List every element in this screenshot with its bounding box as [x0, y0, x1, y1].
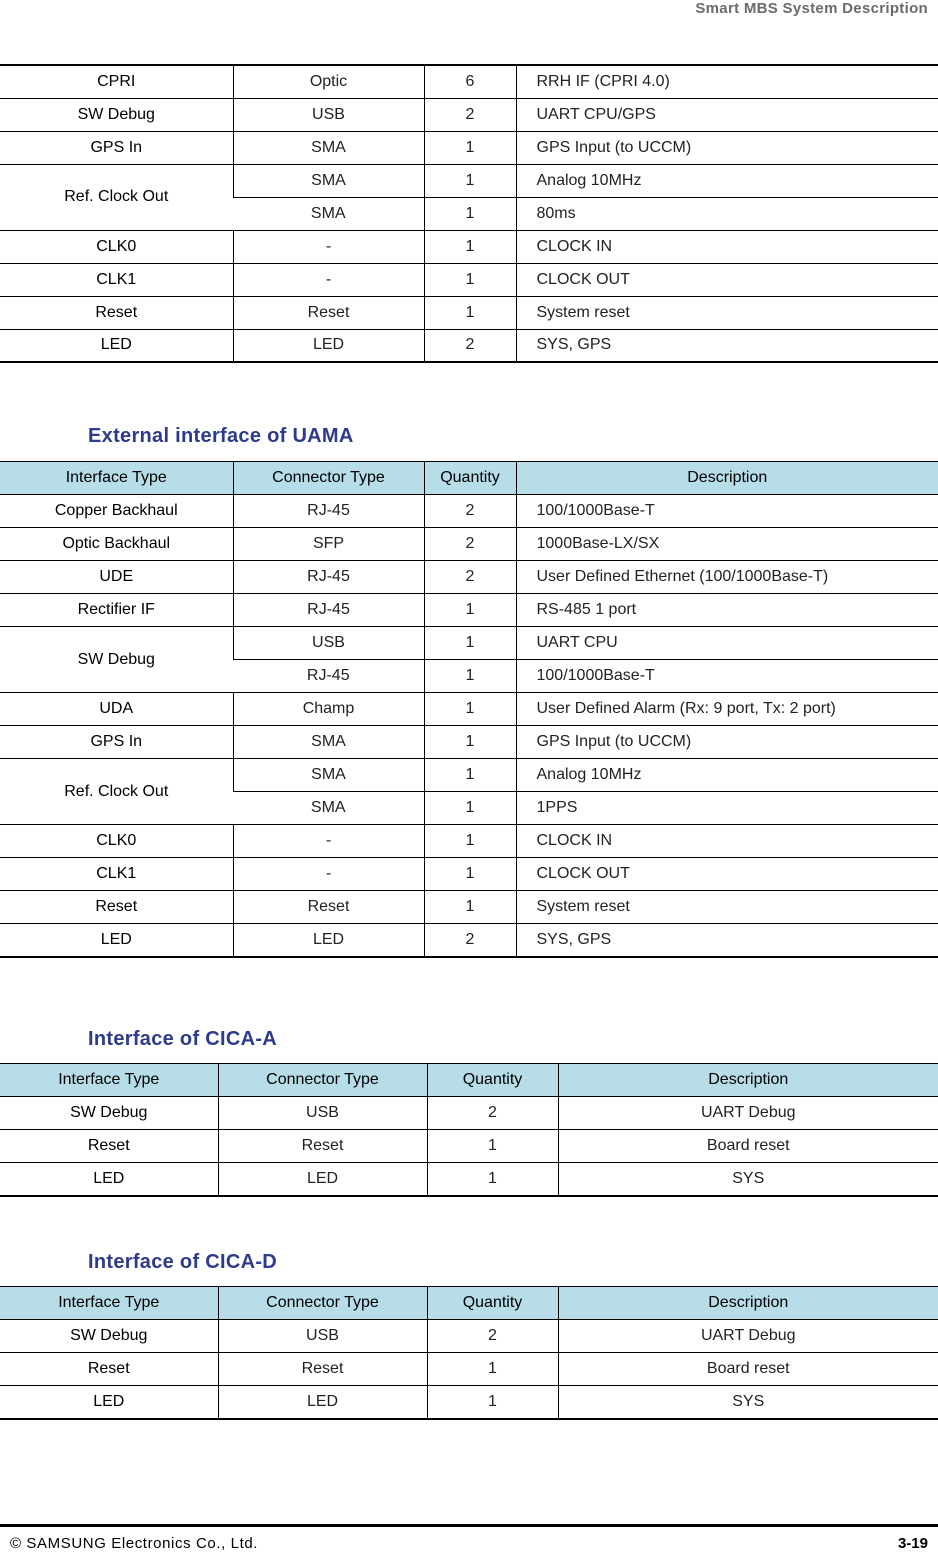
table-header-row	[0, 1287, 938, 1320]
description-cell: User Defined Ethernet (100/1000Base-T)	[516, 561, 938, 594]
interface-type-cell: SW Debug	[0, 1320, 218, 1353]
connector-type-cell: RJ-45	[233, 660, 424, 693]
section-title-cica-d: Interface of CICA-D	[88, 1251, 278, 1273]
footer-divider	[0, 1524, 938, 1527]
quantity-cell: 1	[424, 627, 516, 660]
table-row	[0, 65, 938, 98]
table-row	[0, 627, 938, 660]
connector-type-cell: USB	[218, 1097, 427, 1130]
description-cell: GPS Input (to UCCM)	[516, 131, 938, 164]
interface-type-cell: CLK0	[0, 230, 233, 263]
quantity-cell: 1	[424, 891, 516, 924]
description-cell: User Defined Alarm (Rx: 9 port, Tx: 2 port)	[516, 693, 938, 726]
quantity-cell: 1	[424, 164, 516, 197]
quantity-cell: 2	[424, 924, 516, 957]
table-row	[0, 528, 938, 561]
connector-type-cell: Champ	[233, 693, 424, 726]
interface-type-cell: LED	[0, 329, 233, 362]
description-cell: GPS Input (to UCCM)	[516, 726, 938, 759]
document-header: Smart MBS System Description	[695, 0, 928, 17]
quantity-cell: 1	[427, 1130, 558, 1163]
quantity-cell: 2	[424, 329, 516, 362]
connector-type-cell: SMA	[233, 759, 424, 792]
quantity-cell: 2	[424, 528, 516, 561]
interface-type-cell: Ref. Clock Out	[0, 759, 233, 825]
footer-copyright: © SAMSUNG Electronics Co., Ltd.	[10, 1535, 259, 1552]
quantity-cell: 1	[424, 197, 516, 230]
interface-type-cell: GPS In	[0, 726, 233, 759]
table-row	[0, 164, 938, 197]
interface-type-cell: UDE	[0, 561, 233, 594]
quantity-cell: 2	[424, 495, 516, 528]
description-cell: UART CPU/GPS	[516, 98, 938, 131]
header-connector-type: Connector Type	[233, 462, 424, 495]
quantity-cell: 1	[424, 230, 516, 263]
header-connector-type: Connector Type	[218, 1064, 427, 1097]
description-cell: 1PPS	[516, 792, 938, 825]
header-description: Description	[558, 1064, 938, 1097]
interface-type-cell: CLK0	[0, 825, 233, 858]
quantity-cell: 1	[424, 594, 516, 627]
description-cell: CLOCK IN	[516, 230, 938, 263]
table-row	[0, 561, 938, 594]
cica-d-interface-table	[0, 1286, 938, 1420]
table-row	[0, 726, 938, 759]
quantity-cell: 6	[424, 65, 516, 98]
connector-type-cell: Reset	[218, 1353, 427, 1386]
table-row	[0, 693, 938, 726]
description-cell: CLOCK OUT	[516, 263, 938, 296]
table-row	[0, 98, 938, 131]
header-description: Description	[516, 462, 938, 495]
description-cell: 100/1000Base-T	[516, 660, 938, 693]
quantity-cell: 1	[427, 1163, 558, 1196]
connector-type-cell: RJ-45	[233, 561, 424, 594]
connector-type-cell: USB	[218, 1320, 427, 1353]
quantity-cell: 1	[424, 759, 516, 792]
quantity-cell: 1	[424, 792, 516, 825]
description-cell: UART CPU	[516, 627, 938, 660]
connector-type-cell: -	[233, 825, 424, 858]
quantity-cell: 2	[427, 1320, 558, 1353]
description-cell: System reset	[516, 891, 938, 924]
quantity-cell: 1	[424, 296, 516, 329]
quantity-cell: 1	[424, 858, 516, 891]
quantity-cell: 2	[427, 1097, 558, 1130]
interface-type-cell: LED	[0, 1386, 218, 1419]
connector-type-cell: USB	[233, 627, 424, 660]
description-cell: 100/1000Base-T	[516, 495, 938, 528]
description-cell: RRH IF (CPRI 4.0)	[516, 65, 938, 98]
header-interface-type: Interface Type	[0, 1064, 218, 1097]
description-cell: RS-485 1 port	[516, 594, 938, 627]
section-title-uama: External interface of UAMA	[88, 425, 354, 447]
quantity-cell: 1	[424, 131, 516, 164]
description-cell: UART Debug	[558, 1320, 938, 1353]
table-row	[0, 131, 938, 164]
connector-type-cell: LED	[233, 924, 424, 957]
description-cell: SYS	[558, 1163, 938, 1196]
table-row	[0, 594, 938, 627]
cica-a-interface-table	[0, 1063, 938, 1197]
quantity-cell: 2	[424, 561, 516, 594]
table-row	[0, 1130, 938, 1163]
header-description: Description	[558, 1287, 938, 1320]
interface-type-cell: SW Debug	[0, 1097, 218, 1130]
table-row	[0, 1320, 938, 1353]
header-quantity: Quantity	[427, 1064, 558, 1097]
table-row	[0, 1353, 938, 1386]
connector-type-cell: Reset	[233, 891, 424, 924]
interface-type-cell: Ref. Clock Out	[0, 164, 233, 230]
connector-type-cell: LED	[218, 1163, 427, 1196]
table-row	[0, 1163, 938, 1196]
interface-type-cell: UDA	[0, 693, 233, 726]
connector-type-cell: LED	[218, 1386, 427, 1419]
description-cell: UART Debug	[558, 1097, 938, 1130]
interface-type-cell: Reset	[0, 1353, 218, 1386]
table-row	[0, 1386, 938, 1419]
description-cell: 80ms	[516, 197, 938, 230]
table-header-row	[0, 462, 938, 495]
interface-type-cell: Reset	[0, 891, 233, 924]
table-row	[0, 891, 938, 924]
table-row	[0, 495, 938, 528]
description-cell: SYS	[558, 1386, 938, 1419]
interface-type-cell: LED	[0, 924, 233, 957]
quantity-cell: 1	[424, 263, 516, 296]
description-cell: Analog 10MHz	[516, 164, 938, 197]
table-row	[0, 230, 938, 263]
description-cell: Analog 10MHz	[516, 759, 938, 792]
connector-type-cell: Optic	[233, 65, 424, 98]
connector-type-cell: SMA	[233, 197, 424, 230]
quantity-cell: 2	[424, 98, 516, 131]
quantity-cell: 1	[424, 660, 516, 693]
interface-type-cell: CLK1	[0, 263, 233, 296]
table-row	[0, 924, 938, 957]
interface-type-cell: CPRI	[0, 65, 233, 98]
description-cell: CLOCK OUT	[516, 858, 938, 891]
quantity-cell: 1	[427, 1386, 558, 1419]
header-quantity: Quantity	[427, 1287, 558, 1320]
table-header-row	[0, 1064, 938, 1097]
connector-type-cell: Reset	[233, 296, 424, 329]
interface-type-cell: Reset	[0, 296, 233, 329]
connector-type-cell: USB	[233, 98, 424, 131]
interface-type-cell: Rectifier IF	[0, 594, 233, 627]
quantity-cell: 1	[427, 1353, 558, 1386]
table-row	[0, 329, 938, 362]
page-number: 3-19	[897, 1535, 928, 1552]
table-row	[0, 825, 938, 858]
interface-type-cell: Reset	[0, 1130, 218, 1163]
interface-type-cell: SW Debug	[0, 98, 233, 131]
description-cell: CLOCK IN	[516, 825, 938, 858]
interface-type-cell: LED	[0, 1163, 218, 1196]
interface-type-cell: CLK1	[0, 858, 233, 891]
quantity-cell: 1	[424, 825, 516, 858]
table-row	[0, 858, 938, 891]
connector-type-cell: SMA	[233, 792, 424, 825]
connector-type-cell: SMA	[233, 164, 424, 197]
description-cell: SYS, GPS	[516, 924, 938, 957]
connector-type-cell: LED	[233, 329, 424, 362]
description-cell: Board reset	[558, 1353, 938, 1386]
uama-interface-table	[0, 461, 938, 958]
quantity-cell: 1	[424, 726, 516, 759]
connector-type-cell: SMA	[233, 131, 424, 164]
table-row	[0, 1097, 938, 1130]
connector-type-cell: SFP	[233, 528, 424, 561]
quantity-cell: 1	[424, 693, 516, 726]
header-interface-type: Interface Type	[0, 462, 233, 495]
connector-type-cell: RJ-45	[233, 594, 424, 627]
section-title-cica-a: Interface of CICA-A	[88, 1028, 278, 1050]
interface-type-cell: Copper Backhaul	[0, 495, 233, 528]
interface-table-top	[0, 64, 938, 363]
table-row	[0, 263, 938, 296]
header-connector-type: Connector Type	[218, 1287, 427, 1320]
interface-type-cell: Optic Backhaul	[0, 528, 233, 561]
header-quantity: Quantity	[424, 462, 516, 495]
connector-type-cell: -	[233, 858, 424, 891]
description-cell: System reset	[516, 296, 938, 329]
description-cell: 1000Base-LX/SX	[516, 528, 938, 561]
connector-type-cell: Reset	[218, 1130, 427, 1163]
interface-type-cell: GPS In	[0, 131, 233, 164]
description-cell: SYS, GPS	[516, 329, 938, 362]
connector-type-cell: RJ-45	[233, 495, 424, 528]
table-row	[0, 759, 938, 792]
table-row	[0, 296, 938, 329]
header-interface-type: Interface Type	[0, 1287, 218, 1320]
description-cell: Board reset	[558, 1130, 938, 1163]
connector-type-cell: SMA	[233, 726, 424, 759]
connector-type-cell: -	[233, 230, 424, 263]
connector-type-cell: -	[233, 263, 424, 296]
interface-type-cell: SW Debug	[0, 627, 233, 693]
